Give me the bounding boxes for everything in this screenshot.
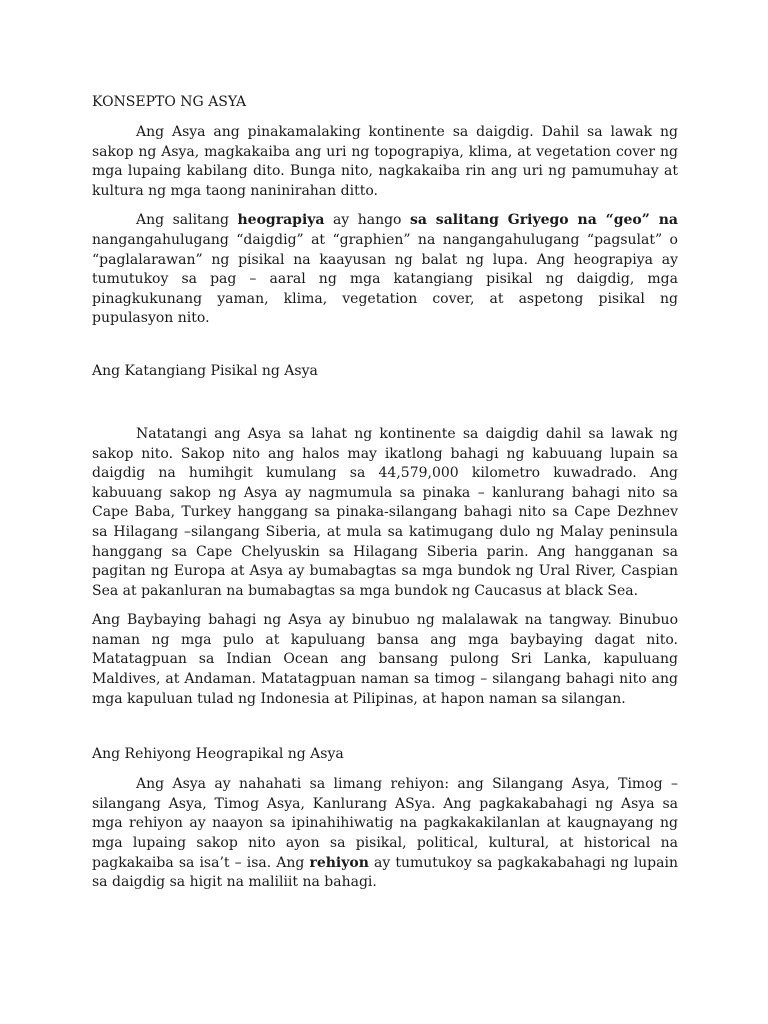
rehiyon-paragraph bbox=[92, 775, 678, 893]
text-run: ay hango bbox=[324, 212, 410, 229]
intro-paragraph: Ang Asya ang pinakamalaking kontinente sa daigdig. Dahil sa lawak ng sakop ng Asya, magkakaiba ang uri ng topograpiya, klima, at vegetation cover ng mga lupaing kabilang dito. Bunga nito, nagkakaiba rin ang uri ng pamumuhay at kultura ng mga taong naninirahan ditto. bbox=[92, 124, 678, 199]
baybaying-bahagi-paragraph: Ang Baybaying bahagi ng Asya ay binubuo ng malalawak na tangway. Binubuo naman ng mga pulo at kapuluang bansa ang mga baybaying dagat nito. Matatagpuan sa Indian Ocean ang bansang pulong Sri Lanka, kapuluang Maldives, at Andaman. Matatagpuan naman sa timog – silangang bahagi nito ang mga kapuluan tulad ng Indonesia at Pilipinas, at hapon naman sa silangan. bbox=[92, 612, 678, 707]
bold-term-rehiyon: rehiyon bbox=[309, 854, 369, 871]
document-title: KONSEPTO NG ASYA bbox=[92, 94, 247, 110]
text-run: ay tumutukoy sa pagkakabahagi ng lupain sa daigdig sa higit na maliliit na bahagi. bbox=[92, 854, 678, 891]
text-run: Ang Asya ay nahahati sa limang rehiyon: ang Silangang Asya, Timog – silangang Asya, Timog Asya, Kanlurang ASya. Ang pagkakabahagi ng Asya sa mga rehiyon ay naayon sa ipinahihiwatig na pagkakakilanlan at kaugnayang ng mga lupaing sakop nito ayon sa pisikal, political, kultural, at historical na pagkakaiba sa isa’t – isa. Ang bbox=[92, 776, 678, 871]
katangiang-pisikal-paragraph: Natatangi ang Asya sa lahat ng kontinente sa daigdig dahil sa lawak ng sakop nito. Sakop nito ang halos may ikatlong bahagi ng kabuuang lupain sa daigdig na humihgit kumulang sa 44,579,000 kilometro kuwadrado. Ang kabuuang sakop ng Asya ay nagmumula sa pinaka – kanlurang bahagi nito sa Cape Baba, Turkey hanggang sa pinaka-silangang bahagi nito sa Cape Dezhnev sa Hilagang –silangang Siberia, at mula sa katimugang dulo ng Malay peninsula hanggang sa Cape Chelyuskin sa Hilagang Siberia parin. Ang hangganan sa pagitan ng Europa at Asya ay bumabagtas sa mga bundok ng Ural River, Caspian Sea at pakanluran na bumabagtas sa mga bundok ng Caucasus at black Sea. bbox=[92, 425, 678, 599]
bold-term-heograpiya: heograpiya bbox=[237, 212, 325, 229]
text-run: nangangahulugang “daigdig” at “graphien” na nangangahulugang “pagsulat” o “paglalarawan” ng pisikal na kaayusan ng balat ng lupa. Ang heograpiya ay tumutukoy sa pag – aaral ng mga katangiang pisikal ng daigdig, mga pinagkukunang yaman, klima, vegetation cover, at aspetong pisikal ng pupulasyon nito. bbox=[92, 231, 678, 327]
text-run: Ang salitang bbox=[136, 212, 238, 229]
bold-phrase-griyego: sa salitang Griyego na “geo” na bbox=[409, 212, 678, 229]
heograpiya-paragraph bbox=[92, 211, 678, 329]
section-title-katangiang-pisikal: Ang Katangiang Pisikal ng Asya bbox=[92, 362, 318, 379]
section-title-rehiyong-heograpikal: Ang Rehiyong Heograpikal ng Asya bbox=[92, 746, 344, 763]
